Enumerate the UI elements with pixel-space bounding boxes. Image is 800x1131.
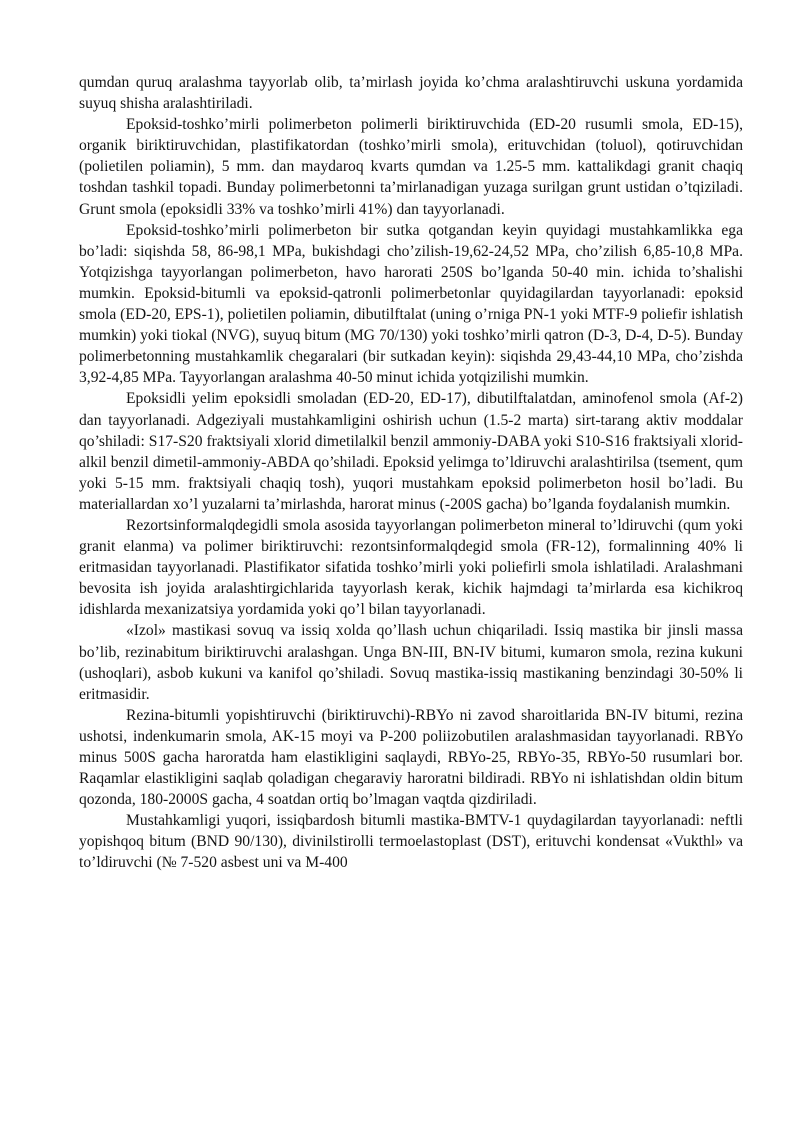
paragraph-izol-mastic: «Izol» mastikasi sovuq va issiq xolda qo’llash uchun chiqariladi. Issiq mastika bir jinsli massa bo’lib, rezinabitum biriktiruvchi aralashgan. Unga BN-III, BN-IV bitumi, kumaron smola, rezina kukuni (ushoqlari), asbob kukuni va kanifol qo’shiladi. Sovuq mastika-issiq mastikaning benzindagi 30-50% li eritmasidir. [79, 622, 743, 703]
paragraph-epoxy-glue: Epoksidli yelim epoksidli smoladan (ED-20, ED-17), dibutilftalatdan, aminofenol smola (Af-2) dan tayyorlanadi. Adgeziyali mustahkamligini oshirish uchun (1.5-2 marta) sirt-tarang aktiv moddalar qo’shiladi: S17-S20 fraktsiyali xlorid dimetilalkil benzil ammoniy-DABA yoki S10-S16 fraktsiyali xlorid-alkil benzil dimetil-ammoniy-ABDA qo’shiladi. Epoksid yelimga to’ldiruvchi aralashtirilsa (tsement, qum yoki 5-15 mm. fraktsiyali chaqiq tosh), yuqori mustahkam epoksid polimerbeton hosil bo’ladi. Bu materiallardan xo’l yuzalarni ta’mirlashda, harorat minus (-200S gacha) bo’lganda foydalanish mumkin. [79, 390, 743, 513]
paragraph-epoxy-coal-polymer-concrete: Epoksid-toshko’mirli polimerbeton polimerli biriktiruvchida (ED-20 rusumli smola, ED-15), organik biriktiruvchidan, plastifikatordan (toshko’mirli smola), erituvchidan (toluol), qotiruvchidan (polietilen poliamin), 5 mm. dan maydaroq kvarts qumdan va 1.25-5 mm. kattalikdagi granit chaqiq toshdan tashkil topadi. Bunday polimerbetonni ta’mirlanadigan yuzaga surilgan grunt ustidan o’tqiziladi. Grunt smola (epoksidli 33% va toshko’mirli 41%) dan tayyorlanadi. [79, 116, 743, 218]
paragraph-rubber-bitumen-binder: Rezina-bitumli yopishtiruvchi (biriktiruvchi)-RBYo ni zavod sharoitlarida BN-IV bitumi, rezina ushotsi, indenkumarin smola, AK-15 moyi va P-200 poliizobutilen aralashmasidan tayyorlanadi. RBYo minus 500S gacha haroratda ham elastikligini saqlaydi, RBYo-25, RBYo-35, RBYo-50 rusumlari bor. Raqamlar elastikligini saqlab qoladigan chegaraviy haroratni bildiradi. RBYo ni ishlatishdan oldin bitum qozonda, 180-2000S gacha, 4 soatdan ortiq bo’lmagan vaqtda qizdiriladi. [79, 706, 743, 809]
paragraph-continuation: qumdan quruq aralashma tayyorlab olib, ta’mirlash joyida ko’chma aralashtiruvchi uskuna yordamida suyuq shisha aralashtiriladi. [79, 74, 743, 113]
document-page [79, 72, 743, 874]
paragraph-bmtv-mastic: Mustahkamligi yuqori, issiqbardosh bitumli mastika-BMTV-1 quydagilardan tayyorlanadi: neftli yopishqoq bitum (BND 90/130), divinilstirolli termoelastoplast (DST), erituvchi kondensat «Vukthl» va to’ldiruvchi (№ 7-520 asbest uni va M-400 [79, 812, 743, 872]
paragraph-epoxy-strength: Epoksid-toshko’mirli polimerbeton bir sutka qotgandan keyin quyidagi mustahkamlikka ega bo’ladi: siqishda 58, 86-98,1 MPa, bukishdagi cho’zilish-19,62-24,52 MPa, cho’zilish 6,85-10,8 MPa. Yotqizishga tayyorlangan polimerbeton, havo harorati 250S bo’lganda 50-40 min. ichida to’shalishi mumkin. Epoksid-bitumli va epoksid-qatronli polimerbetonlar quyidagilardan tayyorlanadi: epoksid smola (ED-20, EPS-1), polietilen poliamin, dibutilftalat (uning o’rniga PN-1 yoki MTF-9 poliefir ishlatish mumkin) yoki tiokal (NVG), suyuq bitum (MG 70/130) yoki toshko’mirli qatron (D-3, D-4, D-5). Bunday polimerbetonning mustahkamlik chegaralari (bir sutkadan keyin): siqishda 29,43-44,10 MPa, cho’zishda 3,92-4,85 MPa. Tayyorlangan aralashma 40-50 minut ichida yotqizilishi mumkin. [79, 221, 743, 387]
paragraph-resorcinol-formaldehyde: Rezortsinformalqdegidli smola asosida tayyorlangan polimerbeton mineral to’ldiruvchi (qum yoki granit elanma) va polimer biriktiruvchi: rezontsinformalqdegid smola (FR-12), formalinning 40% li eritmasidan tayyorlanadi. Plastifikator sifatida toshko’mirli yoki poliefirli smola ishlatiladi. Aralashmani bevosita ish joyida aralashtirgichlarida tayyorlash kerak, kichik hajmdagi ta’mirlarda esa kichikroq idishlarda mexanizatsiya yordamida yoki qo’l bilan tayyorlanadi. [79, 516, 743, 619]
